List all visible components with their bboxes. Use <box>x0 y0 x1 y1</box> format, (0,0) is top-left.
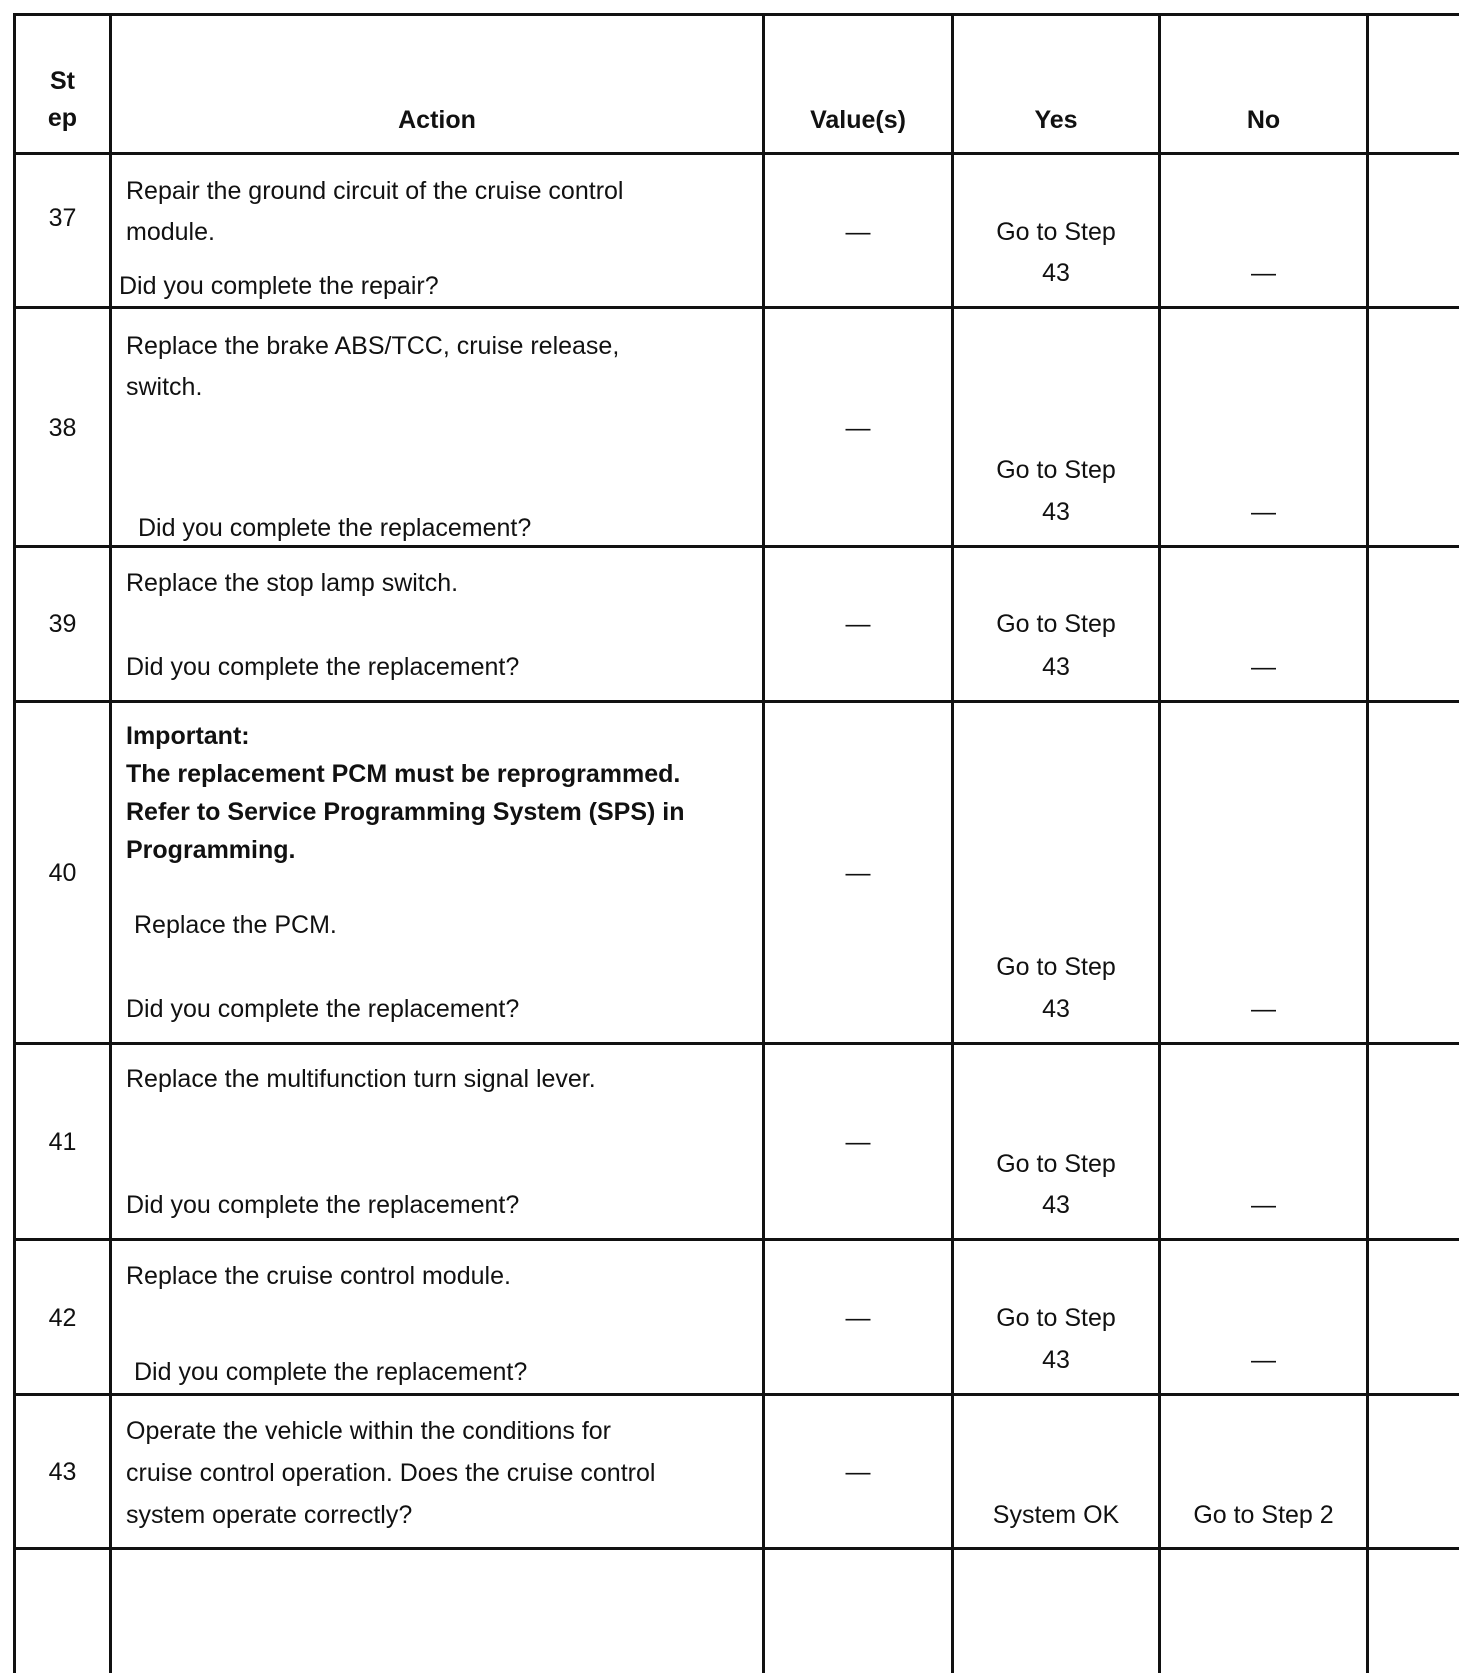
action-question: Did you complete the repair? <box>119 272 439 300</box>
row-divider <box>13 700 1459 703</box>
yes-go-to-step: Go to Step <box>996 456 1116 484</box>
value-dash: — <box>845 414 871 442</box>
action-text: Replace the PCM. <box>134 911 337 939</box>
header-divider <box>13 152 1459 155</box>
yes-go-to-step: Go to Step <box>996 218 1116 246</box>
value-dash: — <box>845 1458 871 1486</box>
action-question: Did you complete the replacement? <box>126 995 520 1023</box>
value-dash: — <box>845 859 871 887</box>
value-dash: — <box>845 1304 871 1332</box>
yes-step-number: 43 <box>1042 653 1070 681</box>
table-border-top <box>13 13 1459 16</box>
col-divider <box>109 13 112 1673</box>
col-divider <box>762 13 765 1673</box>
action-question: Did you complete the replacement? <box>126 1191 520 1219</box>
action-text: system operate correctly? <box>126 1501 413 1529</box>
action-text: Replace the brake ABS/TCC, cruise release, <box>126 332 620 360</box>
no-go-to-step: Go to Step 2 <box>1193 1501 1334 1529</box>
no-dash: — <box>1251 498 1276 526</box>
step-number: 42 <box>48 1304 77 1332</box>
action-question: Did you complete the replacement? <box>126 653 520 681</box>
action-text: Operate the vehicle within the conditions for <box>126 1417 611 1445</box>
no-dash: — <box>1251 653 1276 681</box>
step-number: 40 <box>48 859 77 887</box>
yes-go-to-step: Go to Step <box>996 953 1116 981</box>
important-text: Programming. <box>126 836 296 864</box>
step-number: 43 <box>48 1458 77 1486</box>
yes-go-to-step: Go to Step <box>996 1150 1116 1178</box>
action-text: Repair the ground circuit of the cruise control <box>126 177 624 205</box>
row-divider <box>13 1238 1459 1241</box>
important-text: The replacement PCM must be reprogrammed. <box>126 760 681 788</box>
header-step <box>16 63 109 137</box>
step-number: 39 <box>48 610 77 638</box>
step-number: 41 <box>48 1128 77 1156</box>
action-text: Replace the multifunction turn signal lever. <box>126 1065 596 1093</box>
action-text: Replace the stop lamp switch. <box>126 569 459 597</box>
header-values: Value(s) <box>810 106 906 134</box>
no-dash: — <box>1251 995 1276 1023</box>
row-divider <box>13 1547 1459 1550</box>
action-question: Did you complete the replacement? <box>134 1358 528 1386</box>
important-text: Refer to Service Programming System (SPS) in <box>126 798 685 826</box>
header-no: No <box>1246 106 1281 134</box>
step-number: 38 <box>48 414 77 442</box>
action-text: switch. <box>126 373 203 401</box>
header-yes: Yes <box>1034 106 1078 134</box>
yes-step-number: 43 <box>1042 259 1070 287</box>
col-divider <box>1366 13 1369 1673</box>
col-divider <box>13 13 16 1673</box>
action-text: Replace the cruise control module. <box>126 1262 511 1290</box>
action-text: module. <box>126 218 215 246</box>
header-step-line2: ep <box>47 104 78 132</box>
row-divider <box>13 1042 1459 1045</box>
action-text: cruise control operation. Does the cruise control <box>126 1459 656 1487</box>
yes-step-number: 43 <box>1042 1191 1070 1219</box>
value-dash: — <box>845 610 871 638</box>
yes-step-number: 43 <box>1042 498 1070 526</box>
header-action: Action <box>398 106 476 134</box>
action-question: Did you complete the replacement? <box>138 514 532 542</box>
important-label: Important: <box>126 722 250 750</box>
yes-go-to-step: Go to Step <box>996 610 1116 638</box>
step-number: 37 <box>48 204 77 232</box>
no-dash: — <box>1251 1346 1276 1374</box>
diagnostic-table <box>13 13 1459 1673</box>
no-dash: — <box>1251 259 1276 287</box>
yes-result: System OK <box>992 1501 1120 1529</box>
value-dash: — <box>845 1128 871 1156</box>
yes-step-number: 43 <box>1042 995 1070 1023</box>
value-dash: — <box>845 218 871 246</box>
header-step-line1: St <box>50 67 75 95</box>
no-dash: — <box>1251 1191 1276 1219</box>
yes-go-to-step: Go to Step <box>996 1304 1116 1332</box>
yes-step-number: 43 <box>1042 1346 1070 1374</box>
